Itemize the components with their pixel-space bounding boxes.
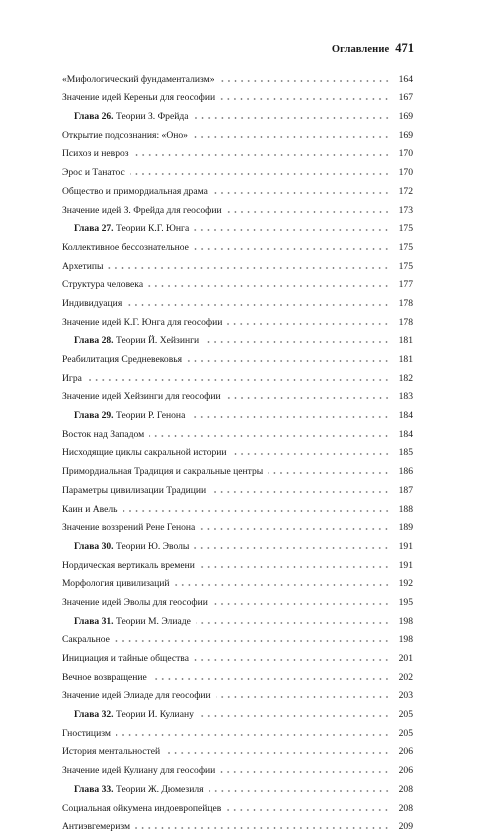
dot-leader [108,267,390,269]
toc-page-number: 173 [393,205,413,216]
dot-leader [134,154,390,156]
toc-chapter-entry [62,328,413,347]
dot-leader [220,771,390,773]
dot-leader [165,752,390,754]
toc-entry-label: Сакральное [62,634,112,645]
toc-entry-label: Открытие подсознания: «Оно» [62,130,190,141]
toc-chapter-entry [62,608,413,627]
toc-entry [62,571,413,590]
toc-entry-label: Нисходящие циклы сакральной истории [62,447,229,458]
toc-entry [62,272,413,291]
toc-entry [62,122,413,141]
toc-entry-label: Значение воззрений Рене Генона [62,522,197,533]
dot-leader [226,397,390,399]
running-header [332,41,414,56]
toc-page-number: 201 [393,653,413,664]
toc-page-number: 188 [393,504,413,515]
chapter-number: Глава 32. [74,709,114,720]
toc-entry-label: Вечное возвращение [62,672,149,683]
toc-chapter-entry [62,701,413,720]
toc-entry-label: Примордиальная Традиция и сакральные центры [62,466,265,477]
toc-entry-label: Индивидуация [62,298,124,309]
toc-chapter-entry [62,216,413,235]
dot-leader [194,547,390,549]
toc-entry [62,795,413,814]
chapter-title: Теории И. Кулиану [116,709,194,720]
toc-entry [62,477,413,496]
toc-page-number: 189 [393,522,413,533]
toc-page-number: 172 [393,186,413,197]
toc-page-number: 183 [393,391,413,402]
toc-page-number: 187 [393,485,413,496]
chapter-title: Теории Р. Генона [116,410,185,421]
toc-entry [62,141,413,160]
toc-entry [62,458,413,477]
dot-leader [232,453,390,455]
toc-page-number: 181 [393,335,413,346]
dot-leader [135,827,390,829]
dot-leader [213,192,390,194]
toc-entry [62,627,413,646]
toc-entry-label: Реабилитация Средневековья [62,354,184,365]
toc-entry [62,290,413,309]
dot-leader [123,510,390,512]
toc-entry-label [62,335,201,346]
toc-entry-label: «Мифологический фундаментализм» [62,74,217,85]
chapter-number: Глава 30. [74,541,114,552]
toc-chapter-entry [62,402,413,421]
toc-entry-label: История ментальностей [62,746,162,757]
toc-page-number: 184 [393,410,413,421]
toc-entry [62,757,413,776]
dot-leader [216,696,390,698]
toc-page-number: 184 [393,429,413,440]
dot-leader [200,566,390,568]
dot-leader [175,584,390,586]
toc-entry-label: Архетипы [62,261,105,272]
toc-entry-label: Эрос и Танатос [62,167,127,178]
dot-leader [220,80,390,82]
toc-page-number: 208 [393,803,413,814]
toc-entry [62,552,413,571]
toc-entry-label: Коллективное бессознательное [62,242,191,253]
chapter-number: Глава 33. [74,784,114,795]
dot-leader [152,678,390,680]
toc-page-number: 203 [393,690,413,701]
dot-leader [115,640,390,642]
chapter-number: Глава 29. [74,410,114,421]
toc-entry [62,234,413,253]
toc-chapter-entry [62,103,413,122]
toc-entry [62,309,413,328]
toc-entry [62,384,413,403]
toc-page-number: 191 [393,541,413,552]
toc-entry [62,683,413,702]
dot-leader [190,416,390,418]
chapter-title: Теории К.Г. Юнга [116,223,189,234]
toc-entry-label: Значение идей К.Г. Юнга для геософии [62,317,224,328]
toc-entry-label: Структура человека [62,279,145,290]
toc-page-number: 206 [393,746,413,757]
toc-page-number: 198 [393,634,413,645]
toc-page-number: 167 [393,92,413,103]
dot-leader [194,248,390,250]
toc-entry [62,515,413,534]
toc-entry [62,85,413,104]
toc-page-number: 170 [393,167,413,178]
toc-entry-label [62,410,187,421]
page-number: 471 [395,41,414,56]
toc-entry-label: Значение идей Элиаде для геософии [62,690,213,701]
toc-entry-label: Антиэвгемеризм [62,821,132,832]
toc-entry-label: Игра [62,373,84,384]
toc-entry [62,720,413,739]
toc-entry-label [62,784,206,795]
toc-page-number: 205 [393,728,413,739]
dot-leader [199,715,390,717]
toc-entry-label [62,709,196,720]
toc-page-number: 181 [393,354,413,365]
toc-chapter-entry [62,776,413,795]
toc-page-number: 175 [393,223,413,234]
toc-entry-label: Значение идей Кереньи для геософии [62,92,217,103]
dot-leader [213,603,390,605]
dot-leader [130,173,390,175]
toc-entry-label: Значение идей Эволы для геософии [62,597,210,608]
dot-leader [268,472,390,474]
toc-entry-label: Нордическая вертикаль времени [62,560,197,571]
dot-leader [227,211,390,213]
toc-entry-label [62,223,191,234]
toc-entry-label: Общество и примордиальная драма [62,186,210,197]
toc-entry [62,664,413,683]
toc-page-number: 186 [393,466,413,477]
dot-leader [196,622,390,624]
toc-page-number: 175 [393,242,413,253]
toc-entry-label [62,616,193,627]
dot-leader [148,285,390,287]
toc-page-number: 170 [393,148,413,159]
toc-page-number: 164 [393,74,413,85]
toc-entry-label: Значение идей Хейзинги для геософии [62,391,223,402]
dot-leader [116,734,390,736]
toc-page-number: 191 [393,560,413,571]
toc-entry [62,346,413,365]
dot-leader [204,341,390,343]
running-header-title: Оглавление [332,44,389,55]
toc-entry [62,589,413,608]
dot-leader [127,304,390,306]
toc-chapter-entry [62,533,413,552]
toc-entry [62,739,413,758]
dot-leader [227,323,390,325]
toc-entry-label: Психоз и невроз [62,148,131,159]
toc-page-number: 178 [393,298,413,309]
toc-page-number: 185 [393,447,413,458]
chapter-number: Глава 31. [74,616,114,627]
toc-entry [62,496,413,515]
toc-page-number: 175 [393,261,413,272]
dot-leader [194,117,390,119]
toc-page-number: 195 [393,597,413,608]
toc-entry [62,814,413,832]
toc-entry-label: Восток над Западом [62,429,146,440]
toc-page-number: 182 [393,373,413,384]
toc-entry [62,159,413,178]
toc-entry-label: Морфология цивилизаций [62,578,172,589]
toc-entry-label: Инициация и тайные общества [62,653,191,664]
toc-entry-label: Значение идей Кулиану для геософии [62,765,217,776]
dot-leader [194,229,390,231]
toc-page-number: 205 [393,709,413,720]
dot-leader [209,790,390,792]
dot-leader [211,491,390,493]
toc-page-number: 209 [393,821,413,832]
chapter-title: Теории М. Элиаде [116,616,191,627]
toc-entry [62,253,413,272]
toc-entry-label [62,111,191,122]
toc-entry-label: Гностицизм [62,728,113,739]
chapter-title: Теории Ю. Эволы [116,541,189,552]
toc-entry [62,365,413,384]
toc-page-number: 206 [393,765,413,776]
toc-page-number: 169 [393,111,413,122]
chapter-title: Теории З. Фрейда [116,111,189,122]
chapter-number: Глава 27. [74,223,114,234]
dot-leader [149,435,390,437]
toc-page-number: 208 [393,784,413,795]
dot-leader [187,360,390,362]
toc-entry-label: Каин и Авель [62,504,120,515]
toc-entry [62,66,413,85]
dot-leader [194,659,390,661]
toc-page-number: 178 [393,317,413,328]
toc-page-number: 169 [393,130,413,141]
chapter-title: Теории Й. Хейзинги [116,335,199,346]
chapter-number: Глава 28. [74,335,114,346]
dot-leader [193,136,390,138]
toc-entry [62,645,413,664]
toc-entry-label: Значение идей З. Фрейда для геософии [62,205,224,216]
toc-page-number: 192 [393,578,413,589]
toc-entry-label: Параметры цивилизации Традиции [62,485,208,496]
toc-entry [62,421,413,440]
chapter-title: Теории Ж. Дюмезиля [116,784,204,795]
toc-entry [62,197,413,216]
chapter-number: Глава 26. [74,111,114,122]
dot-leader [226,809,390,811]
dot-leader [220,98,390,100]
toc-entry-label [62,541,191,552]
toc-page-number: 177 [393,279,413,290]
toc-entry [62,440,413,459]
toc-entry [62,178,413,197]
dot-leader [87,379,390,381]
toc-entry-label: Социальная ойкумена индоевропейцев [62,803,223,814]
table-of-contents [62,66,413,832]
dot-leader [200,528,390,530]
toc-page-number: 202 [393,672,413,683]
toc-page-number: 198 [393,616,413,627]
